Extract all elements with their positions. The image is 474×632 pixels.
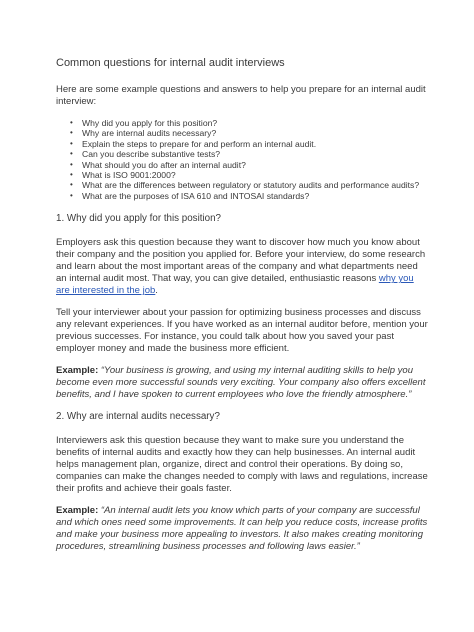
list-item: • What is ISO 9001:2000? bbox=[70, 170, 176, 181]
bullet-icon: • bbox=[70, 118, 73, 127]
example-text: “An internal audit lets you know which parts of your company are successful and which ones need some improvements. It can help you reduce costs, increase profits and make your business more appealing to investors. It also makes creating monitoring procedures, streamlining business processes and following laws easier.” bbox=[56, 505, 428, 553]
question-2-paragraph-1: Interviewers ask this question because they want to make sure you understand the benefits of internal audits and exactly how they can help businesses. An internal audit helps management plan, organize, direct and control their operations. By doing so, companies can make the changes needed to comply with laws and regulations, increase their profits and achieve their goals faster. bbox=[56, 435, 428, 495]
interested-in-job-link[interactable]: why you are interested in the job bbox=[56, 273, 414, 297]
question-2-example bbox=[56, 505, 428, 553]
bullet-icon: • bbox=[70, 138, 73, 148]
bullet-icon: • bbox=[70, 170, 73, 180]
question-1-example bbox=[56, 365, 428, 401]
list-item: • What should you do after an internal audit? bbox=[70, 159, 246, 170]
intro-paragraph: Here are some example questions and answers to help you prepare for an internal audit interview: bbox=[56, 84, 426, 107]
bullet-icon: • bbox=[70, 128, 73, 138]
bullet-icon: • bbox=[70, 180, 73, 190]
question-list bbox=[56, 118, 428, 201]
example-label: Example: bbox=[56, 365, 99, 377]
question-2-heading: 2. Why are internal audits necessary? bbox=[56, 411, 220, 423]
list-item: • Can you describe substantive tests? bbox=[70, 149, 221, 160]
example-text: “Your business is growing, and using my internal auditing skills to help you become even more successful sounds very exciting. Your company also offers excellent benefits, and I have spoken to current employees who love the friendly atmosphere.” bbox=[56, 365, 426, 401]
question-1-paragraph-2: Tell your interviewer about your passion for optimizing business processes and discuss any relevant experiences. If you have worked as an internal auditor before, mention your previous successes. For instance, you could talk about how you saved your past employer money and made the business more efficient. bbox=[56, 307, 428, 355]
list-item: • Explain the steps to prepare for and perform an internal audit. bbox=[70, 138, 317, 149]
list-item: • What are the differences between regulatory or statutory audits and performance audits? bbox=[70, 180, 420, 191]
bullet-icon: • bbox=[70, 190, 73, 200]
list-item: • What are the purposes of ISA 610 and INTOSAI standards? bbox=[70, 190, 310, 201]
document-title: Common questions for internal audit interviews bbox=[56, 57, 285, 69]
example-label: Example: bbox=[56, 505, 99, 517]
bullet-icon: • bbox=[70, 149, 73, 159]
list-item: • Why did you apply for this position? bbox=[70, 118, 218, 128]
document-content bbox=[56, 56, 428, 563]
question-1-paragraph-1: Employers ask this question because they want to discover how much you know about their company and the position you applied for. Before your interview, do some research and learn about the most important areas of the company and what departments need an internal audit most. That way, you can give detailed, enthusiastic reasons why you are interested in the job. bbox=[56, 237, 426, 297]
question-1-heading: 1. Why did you apply for this position? bbox=[56, 213, 222, 225]
bullet-icon: • bbox=[70, 159, 73, 169]
list-item: • Why are internal audits necessary? bbox=[70, 128, 217, 139]
